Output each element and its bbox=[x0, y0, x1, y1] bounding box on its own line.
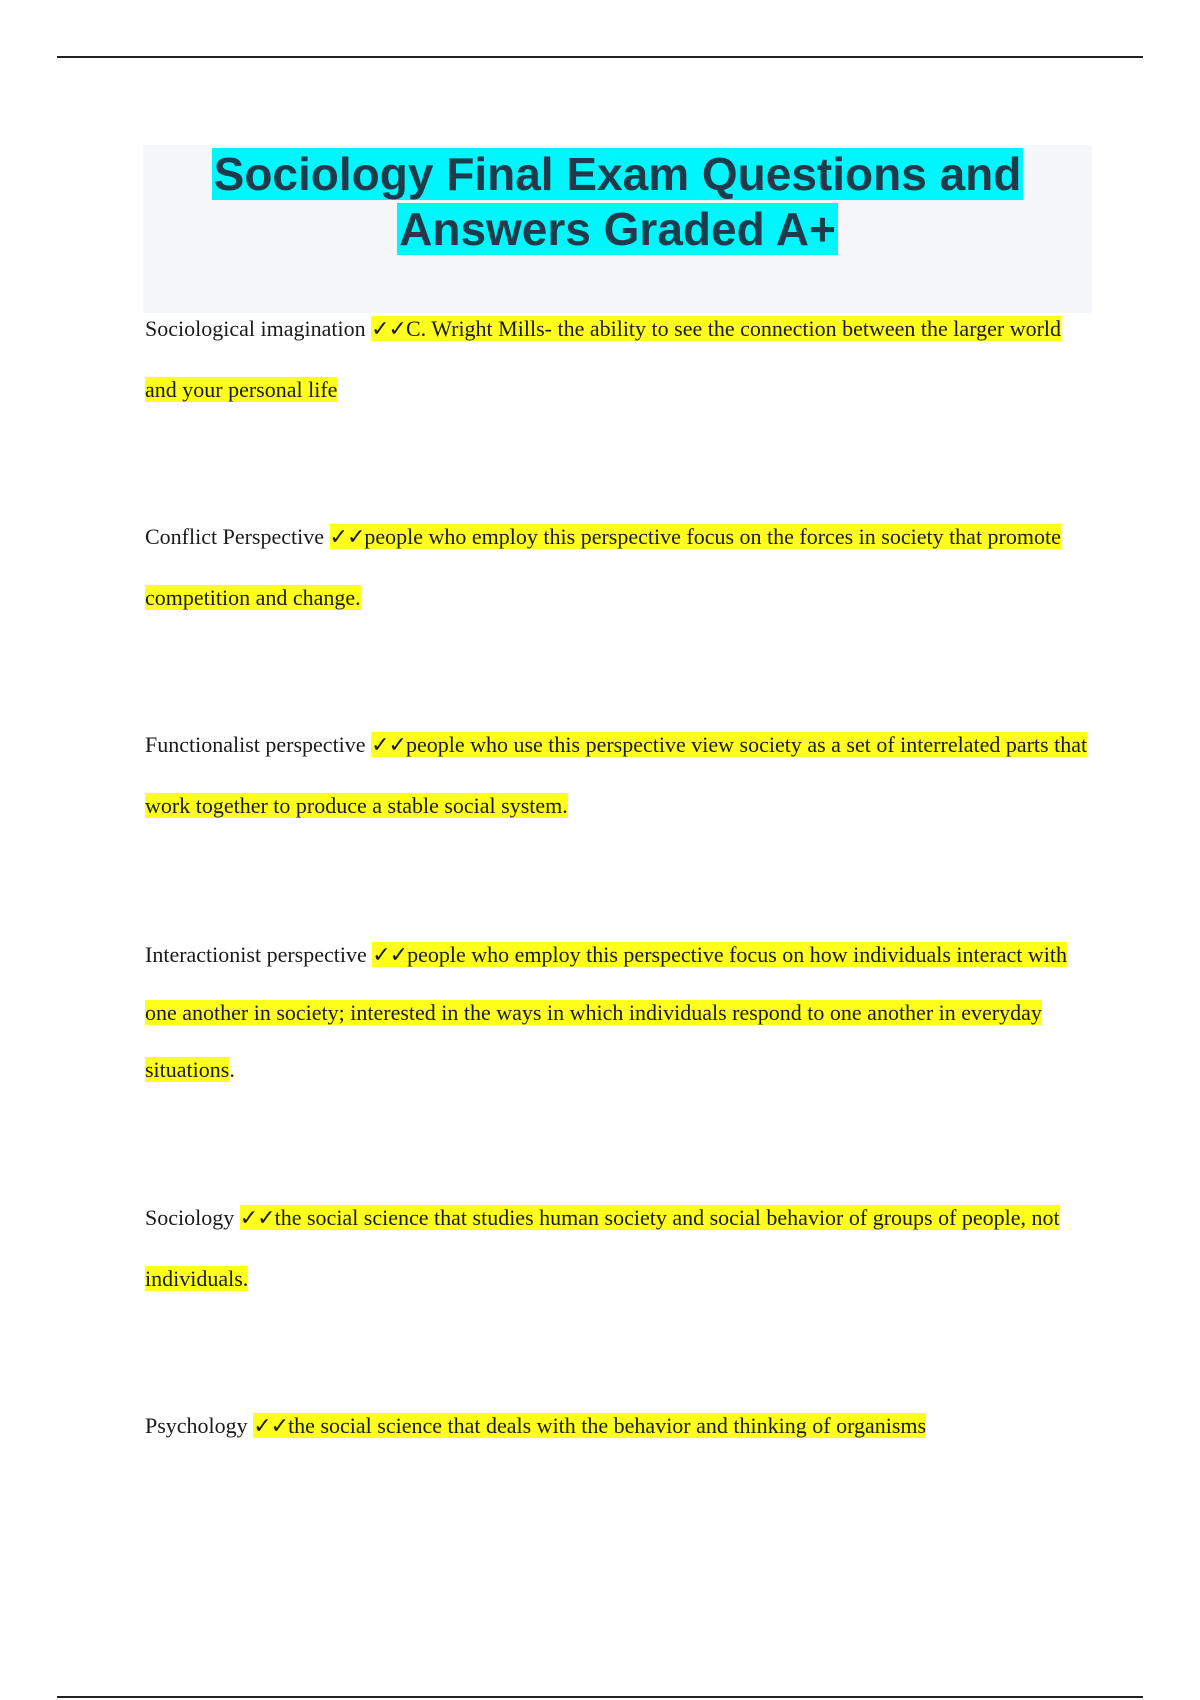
title-line-2: Answers Graded A+ bbox=[399, 203, 836, 255]
qa-term: Psychology bbox=[145, 1413, 248, 1438]
bottom-rule bbox=[57, 1696, 1143, 1698]
double-check-icon: ✓✓ bbox=[253, 1414, 289, 1439]
double-check-icon: ✓✓ bbox=[371, 317, 406, 342]
qa-answer-text: C. Wright Mills- the ability to see the connection between the larger world and your personal life bbox=[145, 316, 1062, 402]
qa-item bbox=[145, 715, 1090, 836]
qa-item bbox=[145, 507, 1090, 628]
title-block bbox=[143, 145, 1092, 313]
qa-item bbox=[145, 299, 1090, 420]
qa-term: Sociological imagination bbox=[145, 316, 366, 341]
qa-term: Functionalist perspective bbox=[145, 732, 366, 757]
qa-term: Interactionist perspective bbox=[145, 942, 367, 967]
qa-item bbox=[145, 926, 1090, 1098]
qa-answer-text: the social science that studies human society and social behavior of groups of people, not individuals. bbox=[145, 1205, 1060, 1291]
qa-answer-text: the social science that deals with the behavior and thinking of organisms bbox=[288, 1413, 927, 1438]
qa-term: Sociology bbox=[145, 1205, 235, 1230]
qa-answer bbox=[145, 1205, 1060, 1291]
qa-answer-text: people who employ this perspective focus on how individuals interact with one another in society; interested in the ways in which individuals respond to one another in everyday situations bbox=[145, 942, 1067, 1082]
double-check-icon: ✓✓ bbox=[372, 943, 408, 968]
double-check-icon: ✓✓ bbox=[371, 733, 406, 758]
title-line-1: Sociology Final Exam Questions and bbox=[213, 148, 1022, 200]
qa-answer-text: people who use this perspective view society as a set of interrelated parts that work together to produce a stable social system. bbox=[145, 732, 1088, 818]
page-title bbox=[143, 145, 1092, 257]
qa-answer-text: people who employ this perspective focus on the forces in society that promote competition and change. bbox=[145, 524, 1061, 610]
qa-item bbox=[145, 1396, 1090, 1457]
qa-answer bbox=[253, 1413, 926, 1438]
qa-term: Conflict Perspective bbox=[145, 524, 325, 549]
double-check-icon: ✓✓ bbox=[329, 525, 365, 550]
qa-item bbox=[145, 1188, 1090, 1309]
top-rule bbox=[57, 56, 1143, 58]
qa-tail: . bbox=[229, 1057, 235, 1082]
double-check-icon: ✓✓ bbox=[239, 1206, 275, 1231]
